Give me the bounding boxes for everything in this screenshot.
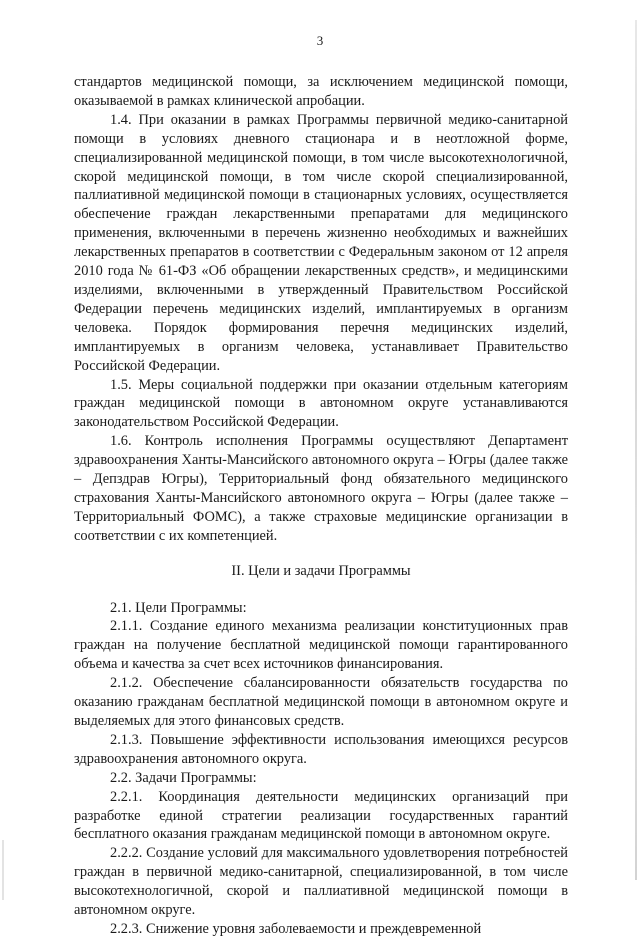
paragraph-2-2-3: 2.2.3. Снижение уровня заболеваемости и преждевременной: [110, 920, 482, 937]
paragraph-1-4: 1.4. При оказании в рамках Программы первичной медико-санитарной помощи в условиях дневного стационара и в неотложной форме, специализированной медицинской помощи, в том числе высокотехнологичной, скорой медицинской помощи, в том числе скорой специализированной, паллиативной медицинской помощи в стационарных условиях, осуществляется обеспечение граждан лекарственными препаратами для медицинского применения, включенными в перечень жизненно необходимых и важнейших лекарственных препаратов в соответствии с Федеральным законом от 12 апреля 2010 года № 61-ФЗ «Об обращении лекарственных средств», и медицинскими изделиями, включенными в утвержденный Правительством Российской Федерации перечень медицинских изделий, имплантируемых в организм человека. Порядок формирования перечня медицинских изделий, имплантируемых в организм человека, устанавливает Правительство Российской Федерации.: [74, 111, 568, 374]
paragraph-2-1: 2.1. Цели Программы:: [110, 599, 247, 616]
paragraph-2-2-2: 2.2.2. Создание условий для максимального удовлетворения потребностей граждан в первичной медико-санитарной, специализированной, в том числе высокотехнологичной, скорой и паллиативной медицинской помощи в автономном округе.: [74, 845, 568, 919]
paragraph-2-1-3: 2.1.3. Повышение эффективности использования имеющихся ресурсов здравоохранения автономного округа.: [74, 731, 568, 767]
paragraph-2-1-1: 2.1.1. Создание единого механизма реализации конституционных прав граждан на получение бесплатной медицинской помощи гарантированного объема и качества за счет всех источников финансирования.: [74, 618, 568, 673]
scan-edge-shadow: [635, 20, 637, 880]
paragraph-continuation: стандартов медицинской помощи, за исключением медицинской помощи, оказываемой в рамках клинической апробации.: [74, 74, 568, 109]
paragraph-2-1-2: 2.1.2. Обеспечение сбалансированности обязательств государства по оказанию гражданам бесплатной медицинской помощи в автономном округе и выделяемых для этого финансовых средств.: [74, 675, 568, 729]
paragraph-2-2-1: 2.2.1. Координация деятельности медицинских организаций при разработке единой стратегии реализации государственных гарантий бесплатного оказания гражданам медицинской помощи в автономном округе.: [74, 788, 568, 843]
page-number: 3: [316, 33, 324, 48]
section-heading: II. Цели и задачи Программы: [231, 562, 411, 579]
paragraph-1-5: 1.5. Меры социальной поддержки при оказании отдельным категориям граждан медицинской помощи в автономном округе устанавливаются законодательством Российской Федерации.: [74, 376, 568, 431]
paragraph-2-2: 2.2. Задачи Программы:: [110, 769, 257, 786]
scan-edge-mark: [2, 840, 4, 900]
paragraph-1-6: 1.6. Контроль исполнения Программы осуществляют Департамент здравоохранения Ханты-Мансийского автономного округа – Югры (далее также – Депздрав Югры), Территориальный фонд обязательного медицинского страхования Ханты-Мансийского автономного округа – Югры (далее также – Территориальный ФОМС), а также страховые медицинские организации в соответствии с их компетенцией.: [74, 433, 568, 544]
document-body: [74, 73, 568, 939]
